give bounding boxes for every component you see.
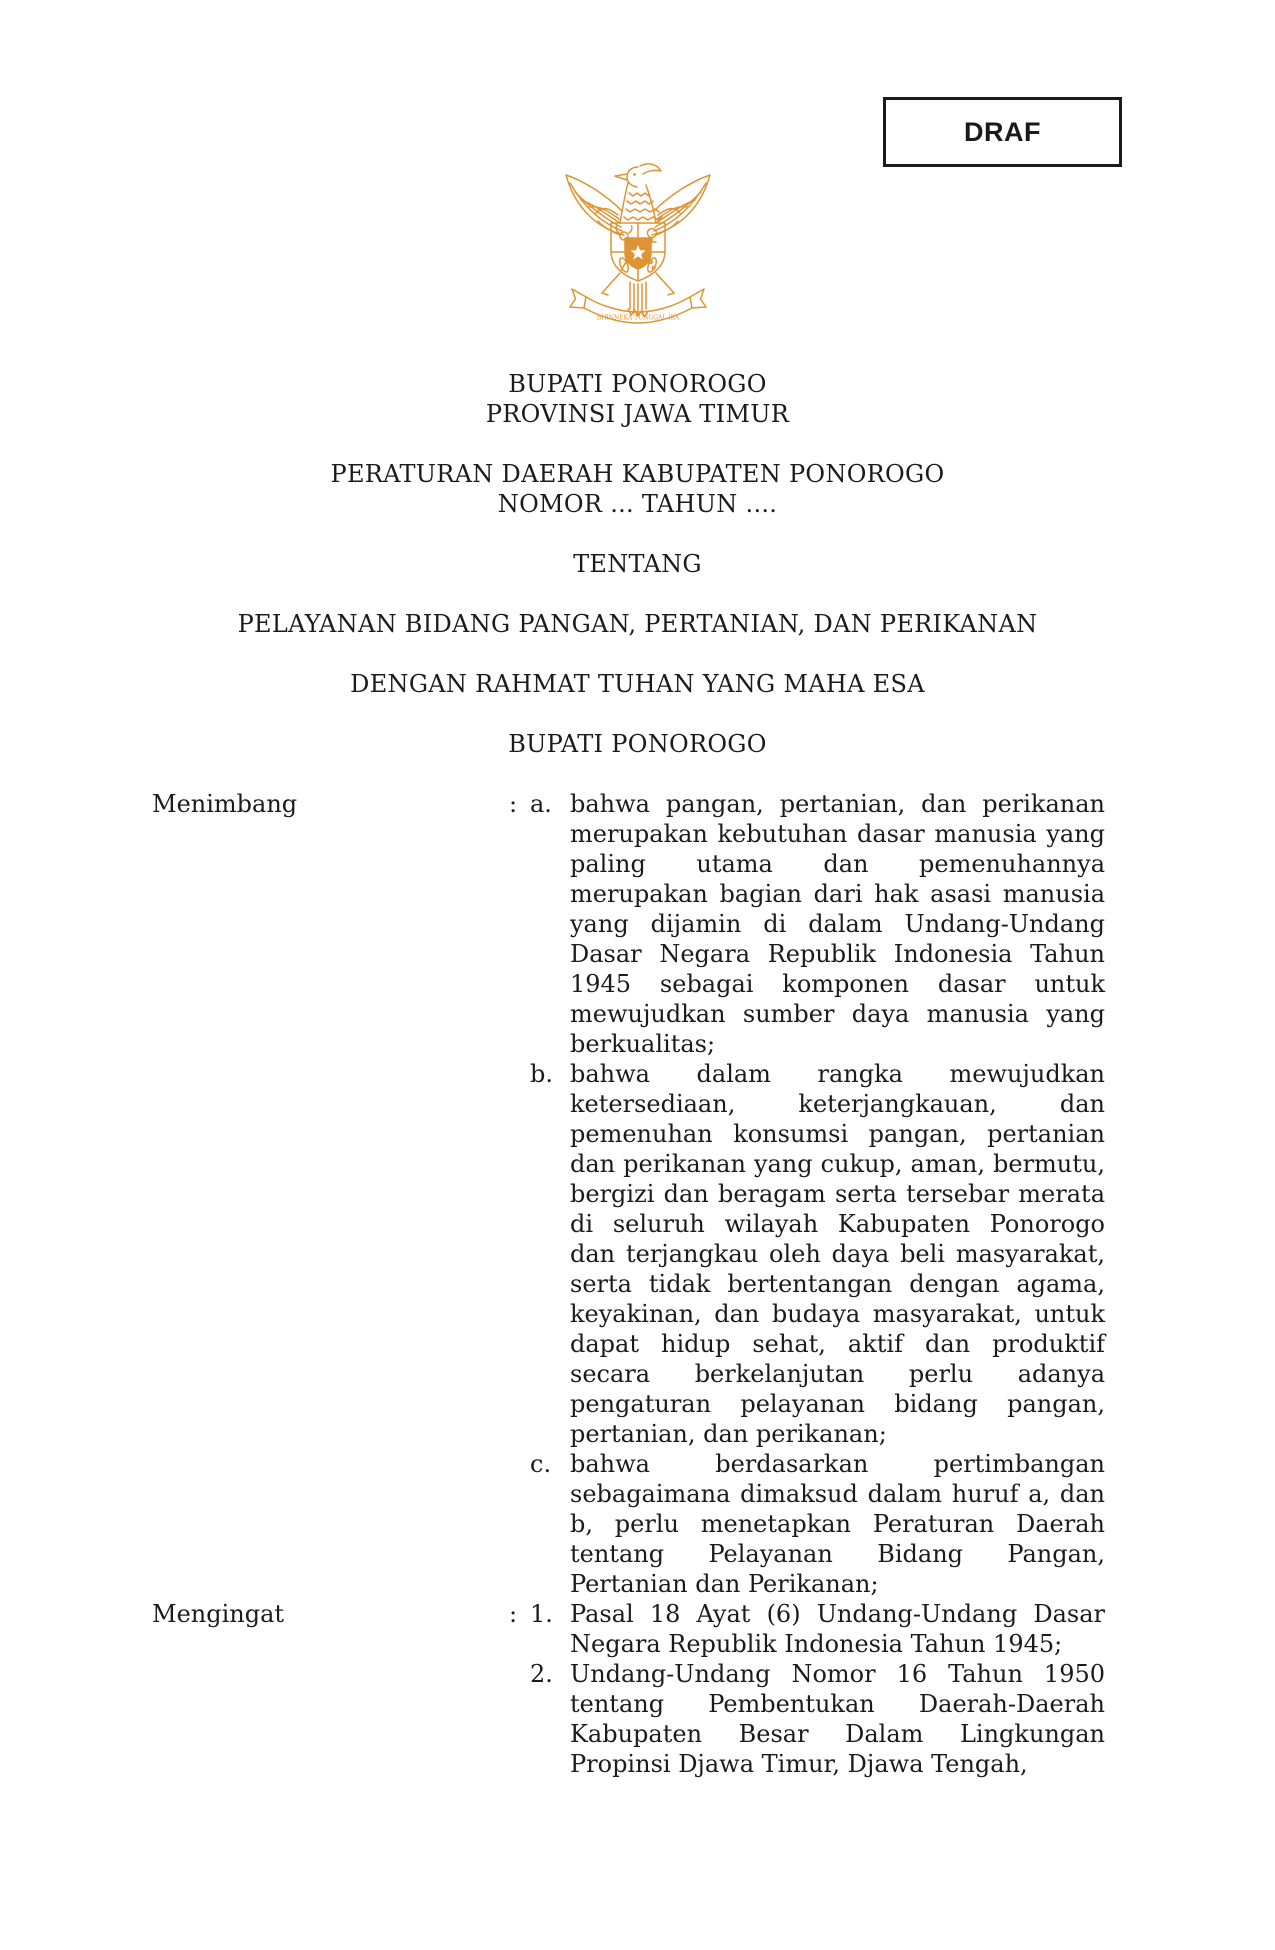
regulation-title: PERATURAN DAERAH KABUPATEN PONOROGO: [330, 460, 945, 488]
subject-heading: PELAYANAN BIDANG PANGAN, PERTANIAN, DAN PERIKANAN: [237, 610, 1038, 638]
document-body: [152, 789, 1112, 1779]
item-text: bahwa pangan, pertanian, dan perikanan merupakan kebutuhan dasar manusia yang paling utama dan pemenuhannya merupakan bagian dari hak asasi manusia yang dijamin di dalam Undang-Undang Dasar Negara Republik Indonesia Tahun 1945 sebagai komponen dasar untuk mewujudkan sumber daya manusia yang berkualitas;: [570, 790, 1105, 1058]
regulation-number: NOMOR ... TAHUN ....: [497, 490, 778, 518]
item-text: Undang-Undang Nomor 16 Tahun 1950 tentang Pembentukan Daerah-Daerah Kabupaten Besar Dalam Lingkungan Propinsi Djawa Timur, Djawa Tengah,: [570, 1660, 1105, 1778]
issuer-title: BUPATI PONOROGO: [508, 370, 767, 398]
item-marker: c.: [530, 1450, 552, 1478]
item-marker: b.: [530, 1060, 553, 1088]
tentang-heading: TENTANG: [573, 550, 702, 578]
authority-heading: BUPATI PONOROGO: [508, 730, 767, 758]
mengingat-label: Mengingat: [152, 1600, 285, 1628]
item-marker: 1.: [530, 1600, 553, 1628]
menimbang-label: Menimbang: [152, 790, 298, 818]
item-marker: a.: [530, 790, 552, 818]
list-item: [530, 789, 1112, 1059]
mengingat-colon: :: [509, 1600, 518, 1628]
draft-stamp: [883, 97, 1122, 167]
garuda-emblem-graphic: [558, 160, 718, 330]
emblem-motto: BHINNEKA TUNGGAL IKA: [596, 314, 680, 322]
mengingat-section: [152, 1599, 1112, 1779]
garuda-pancasila-emblem: [558, 160, 718, 330]
province-title: PROVINSI JAWA TIMUR: [485, 400, 790, 428]
document-header: [0, 369, 1275, 759]
item-text: bahwa dalam rangka mewujudkan ketersediaan, keterjangkauan, dan pemenuhan konsumsi pangan, pertanian dan perikanan yang cukup, aman, bermutu, bergizi dan beragam serta tersebar merata di seluruh wilayah Kabupaten Ponorogo dan terjangkau oleh daya beli masyarakat, serta tidak bertentangan dengan agama, keyakinan, dan budaya masyarakat, untuk dapat hidup sehat, aktif dan produktif secara berkelanjutan perlu adanya pengaturan pelayanan bidang pangan, pertanian, dan perikanan;: [570, 1060, 1105, 1448]
list-item: [530, 1059, 1112, 1449]
menimbang-section: [152, 789, 1112, 1599]
draft-stamp-label: DRAF: [964, 116, 1041, 147]
item-text: Pasal 18 Ayat (6) Undang-Undang Dasar Negara Republik Indonesia Tahun 1945;: [570, 1600, 1105, 1658]
item-marker: 2.: [530, 1660, 553, 1688]
list-item: [530, 1659, 1112, 1779]
item-text: bahwa berdasarkan pertimbangan sebagaimana dimaksud dalam huruf a, dan b, perlu menetapkan Peraturan Daerah tentang Pelayanan Bidang Pangan, Pertanian dan Perikanan;: [570, 1450, 1105, 1598]
menimbang-colon: :: [509, 790, 518, 818]
invocation-heading: DENGAN RAHMAT TUHAN YANG MAHA ESA: [350, 670, 925, 698]
list-item: [530, 1599, 1112, 1659]
list-item: [530, 1449, 1112, 1599]
